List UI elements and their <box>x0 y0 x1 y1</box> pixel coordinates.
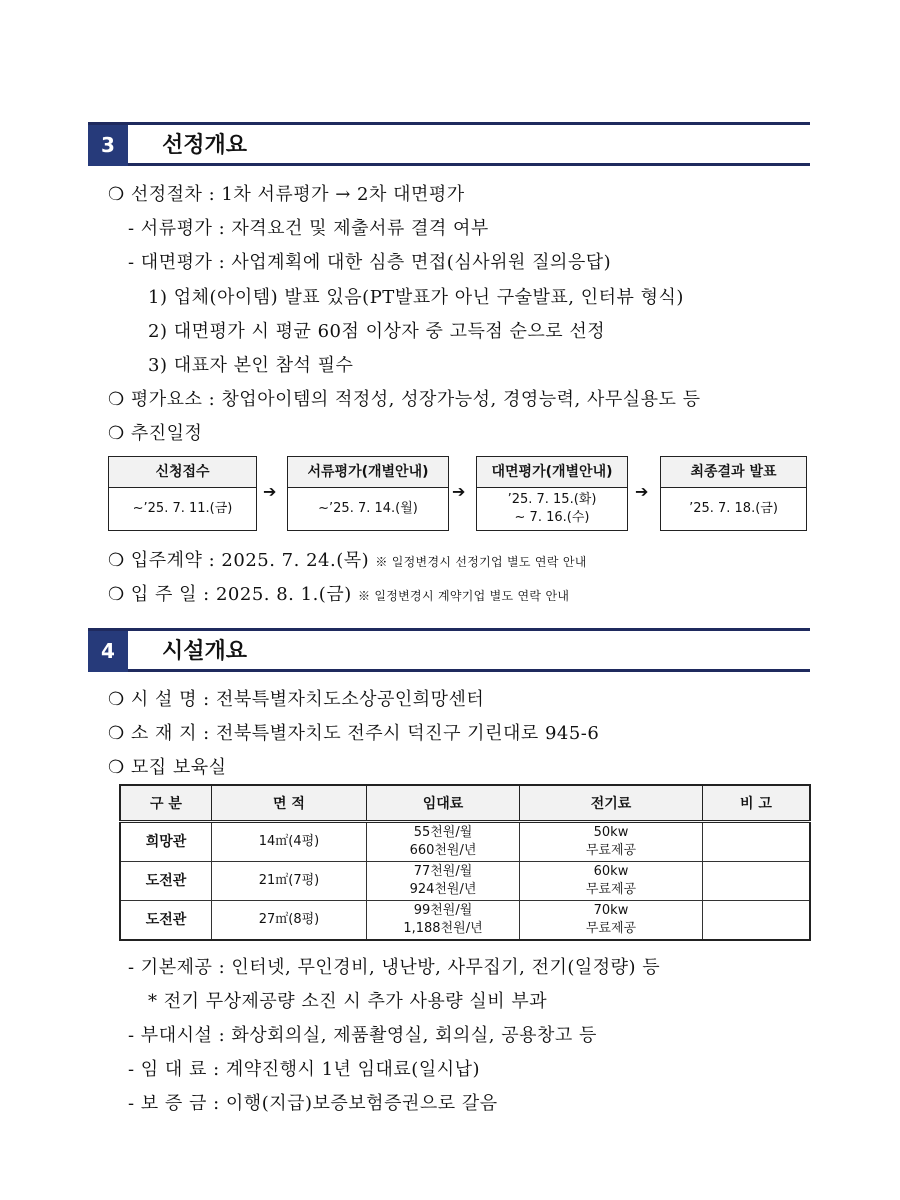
deposit-terms: - 보 증 금 : 이행(지급)보증보험증권으로 갈음 <box>128 1093 498 1114</box>
room-area: 21㎡(7평) <box>212 862 367 901</box>
interview-item-3: 3) 대표자 본인 참석 필수 <box>148 355 354 376</box>
room-remarks <box>703 822 811 862</box>
elec-fee: 무료제공 <box>585 882 637 897</box>
section-4-header <box>88 628 810 672</box>
table-row <box>120 822 810 862</box>
table-header-row <box>120 785 810 822</box>
flow-step-date <box>661 488 806 530</box>
elec-fee: 무료제공 <box>585 843 637 858</box>
flow-step-apply <box>108 456 257 531</box>
selection-procedure: ❍ 선정절차 : 1차 서류평가 → 2차 대면평가 <box>108 184 465 205</box>
flow-date-line: ~ 7. 16.(수) <box>514 510 590 525</box>
rooms-table <box>119 784 811 941</box>
flow-step-date <box>109 488 256 530</box>
rent-yearly: 660천원/년 <box>409 843 477 858</box>
room-electricity <box>520 901 703 941</box>
rent-yearly: 1,188천원/년 <box>403 921 483 936</box>
section-title: 시설개요 <box>162 639 248 664</box>
flow-date-line: ’25. 7. 15.(화) <box>507 492 597 507</box>
rent-monthly: 77천원/월 <box>413 864 473 879</box>
move-in-note: ※ 일정변경시 계약기업 별도 연락 안내 <box>357 589 570 603</box>
ancillary-facilities: - 부대시설 : 화상회의실, 제품촬영실, 회의실, 공용창고 등 <box>128 1025 597 1046</box>
elec-capacity: 60kw <box>593 864 629 879</box>
table-row <box>120 862 810 901</box>
room-name: 희망관 <box>120 822 212 862</box>
contract-text: ❍ 입주계약 : 2025. 7. 24.(목) <box>108 550 370 571</box>
flow-step-title: 대면평가(개별안내) <box>477 457 627 488</box>
room-remarks <box>703 901 811 941</box>
room-area: 27㎡(8평) <box>212 901 367 941</box>
contract-date <box>108 546 587 572</box>
col-category: 구 분 <box>120 785 212 822</box>
room-rent <box>367 862 520 901</box>
interview-item-1: 1) 업체(아이템) 발표 있음(PT발표가 아닌 구술발표, 인터뷰 형식) <box>148 287 684 308</box>
rooms-label: ❍ 모집 보육실 <box>108 757 227 778</box>
arrow-right-icon: ➔ <box>452 482 466 501</box>
flow-step-interview <box>476 456 628 531</box>
flow-step-title: 신청접수 <box>109 457 256 488</box>
flow-step-result <box>660 456 807 531</box>
flow-date-line: ~’25. 7. 11.(금) <box>132 501 233 516</box>
section-number: 3 <box>88 125 128 166</box>
move-in-date <box>108 580 569 606</box>
schedule-label: ❍ 추진일정 <box>108 423 203 444</box>
section-number: 4 <box>88 631 128 672</box>
room-rent <box>367 822 520 862</box>
facility-address: ❍ 소 재 지 : 전북특별자치도 전주시 덕진구 기린대로 945-6 <box>108 723 600 744</box>
basic-provisions: - 기본제공 : 인터넷, 무인경비, 냉난방, 사무집기, 전기(일정량) 등 <box>128 957 661 978</box>
flow-step-date <box>477 488 627 530</box>
room-rent <box>367 901 520 941</box>
flow-step-title: 서류평가(개별안내) <box>288 457 448 488</box>
contract-note: ※ 일정변경시 선정기업 별도 연락 안내 <box>375 555 587 569</box>
elec-fee: 무료제공 <box>585 921 637 936</box>
header-bottom-rule <box>128 669 810 672</box>
room-name: 도전관 <box>120 862 212 901</box>
col-rent: 임대료 <box>367 785 520 822</box>
room-remarks <box>703 862 811 901</box>
interview-item-2: 2) 대면평가 시 평균 60점 이상자 중 고득점 순으로 선정 <box>148 321 606 342</box>
document-review: - 서류평가 : 자격요건 및 제출서류 결격 여부 <box>128 218 489 239</box>
evaluation-factors: ❍ 평가요소 : 창업아이템의 적정성, 성장가능성, 경영능력, 사무실용도 등 <box>108 389 701 410</box>
electricity-note: * 전기 무상제공량 소진 시 추가 사용량 실비 부과 <box>148 991 548 1012</box>
flow-step-title: 최종결과 발표 <box>661 457 806 488</box>
flow-date-line: ’25. 7. 18.(금) <box>689 501 778 516</box>
rent-yearly: 924천원/년 <box>409 882 477 897</box>
flow-step-date <box>288 488 448 530</box>
elec-capacity: 50kw <box>593 825 629 840</box>
arrow-right-icon: ➔ <box>263 482 277 501</box>
arrow-right-icon: ➔ <box>635 482 649 501</box>
rent-terms: - 임 대 료 : 계약진행시 1년 임대료(일시납) <box>128 1059 481 1080</box>
section-3-header <box>88 122 810 166</box>
section-title: 선정개요 <box>162 133 248 158</box>
move-in-text: ❍ 입 주 일 : 2025. 8. 1.(금) <box>108 584 352 605</box>
room-name: 도전관 <box>120 901 212 941</box>
flow-step-document <box>287 456 449 531</box>
elec-capacity: 70kw <box>593 903 629 918</box>
room-electricity <box>520 822 703 862</box>
table-row <box>120 901 810 941</box>
flow-date-line: ~’25. 7. 14.(월) <box>318 501 418 516</box>
col-area: 면 적 <box>212 785 367 822</box>
facility-name: ❍ 시 설 명 : 전북특별자치도소상공인희망센터 <box>108 689 485 710</box>
header-bottom-rule <box>128 163 810 166</box>
col-electricity: 전기료 <box>520 785 703 822</box>
rent-monthly: 99천원/월 <box>413 903 473 918</box>
rent-monthly: 55천원/월 <box>413 825 473 840</box>
interview-review: - 대면평가 : 사업계획에 대한 심층 면접(심사위원 질의응답) <box>128 252 612 273</box>
room-electricity <box>520 862 703 901</box>
room-area: 14㎡(4평) <box>212 822 367 862</box>
col-remarks: 비 고 <box>703 785 811 822</box>
